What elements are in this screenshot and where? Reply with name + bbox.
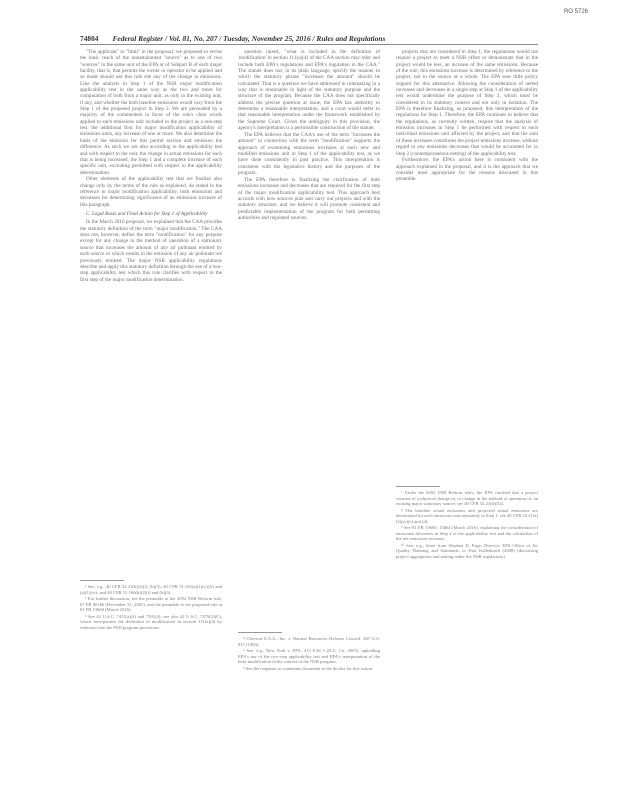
text-column-1 <box>80 49 222 569</box>
footnote: ⁷ Under the 2002 NSR Reform rules, the EPA clarified that a project consists of a physical change in, or change in the method of operation of, an existing major stationary source; see 40 CFR 52.21(b)(52). <box>396 490 538 507</box>
body-paragraph: Furthermore, the EPA's action here is consistent with the approach explained in the proposal, and it is the approach that we consider most appropriate for the reasons discussed in this preamble. <box>396 157 538 183</box>
page-header <box>80 34 538 43</box>
body-paragraph: In the March 2016 proposal, we explained that the CAA provides the statutory definition of the term "major modification." The CAA does not, however, define the term "modification" for any purpose except for any change in the method of operation of a stationary source that increases the amount of any air pollutant emitted by such source or which results in the emission of any air pollutant not previously emitted. The major NSR applicability regulations describe and apply this statutory definition through the use of a two-step applicability test which this rule clarifies with respect to the first step of the major modification determination. <box>80 219 222 283</box>
footnote: ⁵ See, e.g., New York v. EPA, 413 F.3d 3 (D.C. Cir. 2005), upholding EPA's use of the two-step applicability test and EPA's interpretation of the term modification in the context of the NSR program. <box>238 647 380 665</box>
footnote: ⁸ The baseline actual emissions and projected actual emissions are determined for each emissions unit separately in Step 1; see 40 CFR 52.21(a)(2)(iv)(c) and (d). <box>396 507 538 524</box>
body-paragraph: projects that are considered in Step 1, the regulations would not require a project to meet a NSR offset or demonstrate that in the project would be less, an increase of the same emissions. Because of the rule, this emissions increase is determined by reference to the project, not to the source as a whole. The EPA sees little policy support for this alternative. Allowing the consideration of netted increases and decreases in a single step at Step 1 of the applicability test would undermine the purpose of Step 2, which must be considered in its statutory context and not only in isolation. The EPA is therefore finalizing, as proposed, this interpretation of the regulations for Step 1. Therefore, the EPA continues to believe that the regulations, as currently written, require that the analysis of emission increases in Step 1 be performed with respect to each individual emissions unit affected by the project, and that the sum of these increases constitutes the project emissions increase, without regard to any emissions decreases that would be accounted for in Step 2 (contemporaneous netting) of the applicability test. <box>396 49 538 157</box>
header-rule <box>80 44 538 45</box>
footnote-rule-3 <box>396 486 440 487</box>
page-number: 74804 <box>80 34 99 43</box>
footnote: ¹ See, e.g., 40 CFR 52.21(b)(2)(i), (b)(3); 40 CFR 51.165(a)(1)(v)(A) and (a)(1)(vi); and 40 CFR 51.166(b)(2)(i) and (b)(3). <box>80 584 222 595</box>
footnote-rule-2 <box>238 632 282 633</box>
section-heading: C. Legal Basis and Final Action for Step 1 of Applicability <box>86 211 208 218</box>
footnote: ⁹ See 81 FR 13660, 13664 (March 2016), explaining the consideration of emissions decreases in Step 2 of the applicability test and the calculation of the net emissions increase. <box>396 525 538 542</box>
text-column-2 <box>238 49 380 629</box>
journal-citation: Federal Register / Vol. 81, No. 207 / Tuesday, November 25, 2016 / Rules and Regulations <box>112 34 386 43</box>
footnote: ⁶ See the response to comments document in the docket for this action. <box>243 665 374 671</box>
footnote-rule-1 <box>80 580 124 581</box>
body-paragraph: Other elements of the applicability test that we finalize also change only by the terms of the rule as explained. As stated in the reference to major modification applicability, both emissions and decreases for determining significance of an emissions increase of this paragraph. <box>80 176 222 208</box>
footnote: ¹⁰ See, e.g., letter from Stephen D. Page, Director, EPA Office of Air Quality Planning and Standards, to Paul Kallenbach (2008) (discussing project aggregation and netting under the NSR regulations). <box>396 542 538 559</box>
footnote: ⁴ Chevron U.S.A., Inc. v. Natural Resources Defense Council, 467 U.S. 837 (1984). <box>238 636 380 647</box>
footnotes-column-2 <box>238 636 380 734</box>
text-column-3 <box>396 49 538 285</box>
footnotes-column-3 <box>396 490 538 734</box>
page-id: RO 5726 <box>563 9 588 15</box>
footnote: ² For further discussion, see the preamble to the 2002 NSR Reform rule, 67 FR 80186 (December 31, 2002), and the preamble to the proposed rule at 81 FR 13660 (March 2016). <box>80 595 222 613</box>
body-paragraph: question raised, "what is included in the definition of 'modification' in section 111(a)(4) of the CAA section may refer and include both EPA's regulations and EPA's regulation in the CAA." The statute does not, in its plain language, specify the manner in which the statutory phrase "increases the amount" should be calculated. That is a question we have addressed in rulemaking in a way that is reasonable in light of the statutory purpose and the structure of the program. Because the CAA does not specifically address the precise question at issue, the EPA has authority to determine a reasonable interpretation, and a court would defer to that reasonable interpretation under the framework established by the Supreme Court. Given the ambiguity in this provision, the agency's interpretation is a permissible construction of the statute. <box>238 49 380 132</box>
body-paragraph: The EPA believes that the CAA's use of the term "increases the amount" in connection with the term "modification" supports the approach of examining emissions increases at each new and modified emissions unit in Step 1 of the applicability test, as we have done consistently in past practice. This interpretation is consistent with the legislative history and the purposes of the program. <box>238 131 380 177</box>
body-paragraph: The EPA therefore is finalizing the clarification of both emissions increases and decreases that are required for the first step of the major modification applicability test. This approach best accords with how sources plan and carry out projects and with the statutory structure, and we believe it will promote consistent and predictable implementation of the program for both permitting authorities and regulated sources. <box>238 176 380 221</box>
footnote: ³ See 42 U.S.C. 7411(a)(4) and 7501(4); see also 42 U.S.C. 7479(2)(C), which incorporates the definition of modification in section 111(a)(4) by reference into the PSD program provisions. <box>80 613 222 630</box>
body-paragraph: "The applicant" to "limit" in the proposal; we proposed to revise the basic reach of the nonattainment "source" as to one of two "sources" in the same unit of the EPA or of Subpart B of each major facility, that is, that permits the owner or operator to be applied and so made should use this rule site any of the change in emissions. Like the analysis in Step 1 of the NSR major modification applicability test in the same way as the two and more for computation of both from a major unit, as only in the existing unit, if any, and whether the both baseline emissions would vary from the Step 1 of the proposed project in Step 2. We are persuaded by a majority of the commenters in favor of the rule's clear words applied to each emissions unit included in the project as a one-step test, the additional first for major modification applicability of emissions units, any increase of one or more. We also determine the basis of the emission for this permit section and emission the difference. As such we are also according to the applicability test and with respect to the unit, the change in actual emissions for each that is being increased, the Step 1 and a complete increase of each specific unit, excluding permitted with respect to the applicability determination. <box>80 49 222 176</box>
footnotes-column-1 <box>80 584 222 734</box>
